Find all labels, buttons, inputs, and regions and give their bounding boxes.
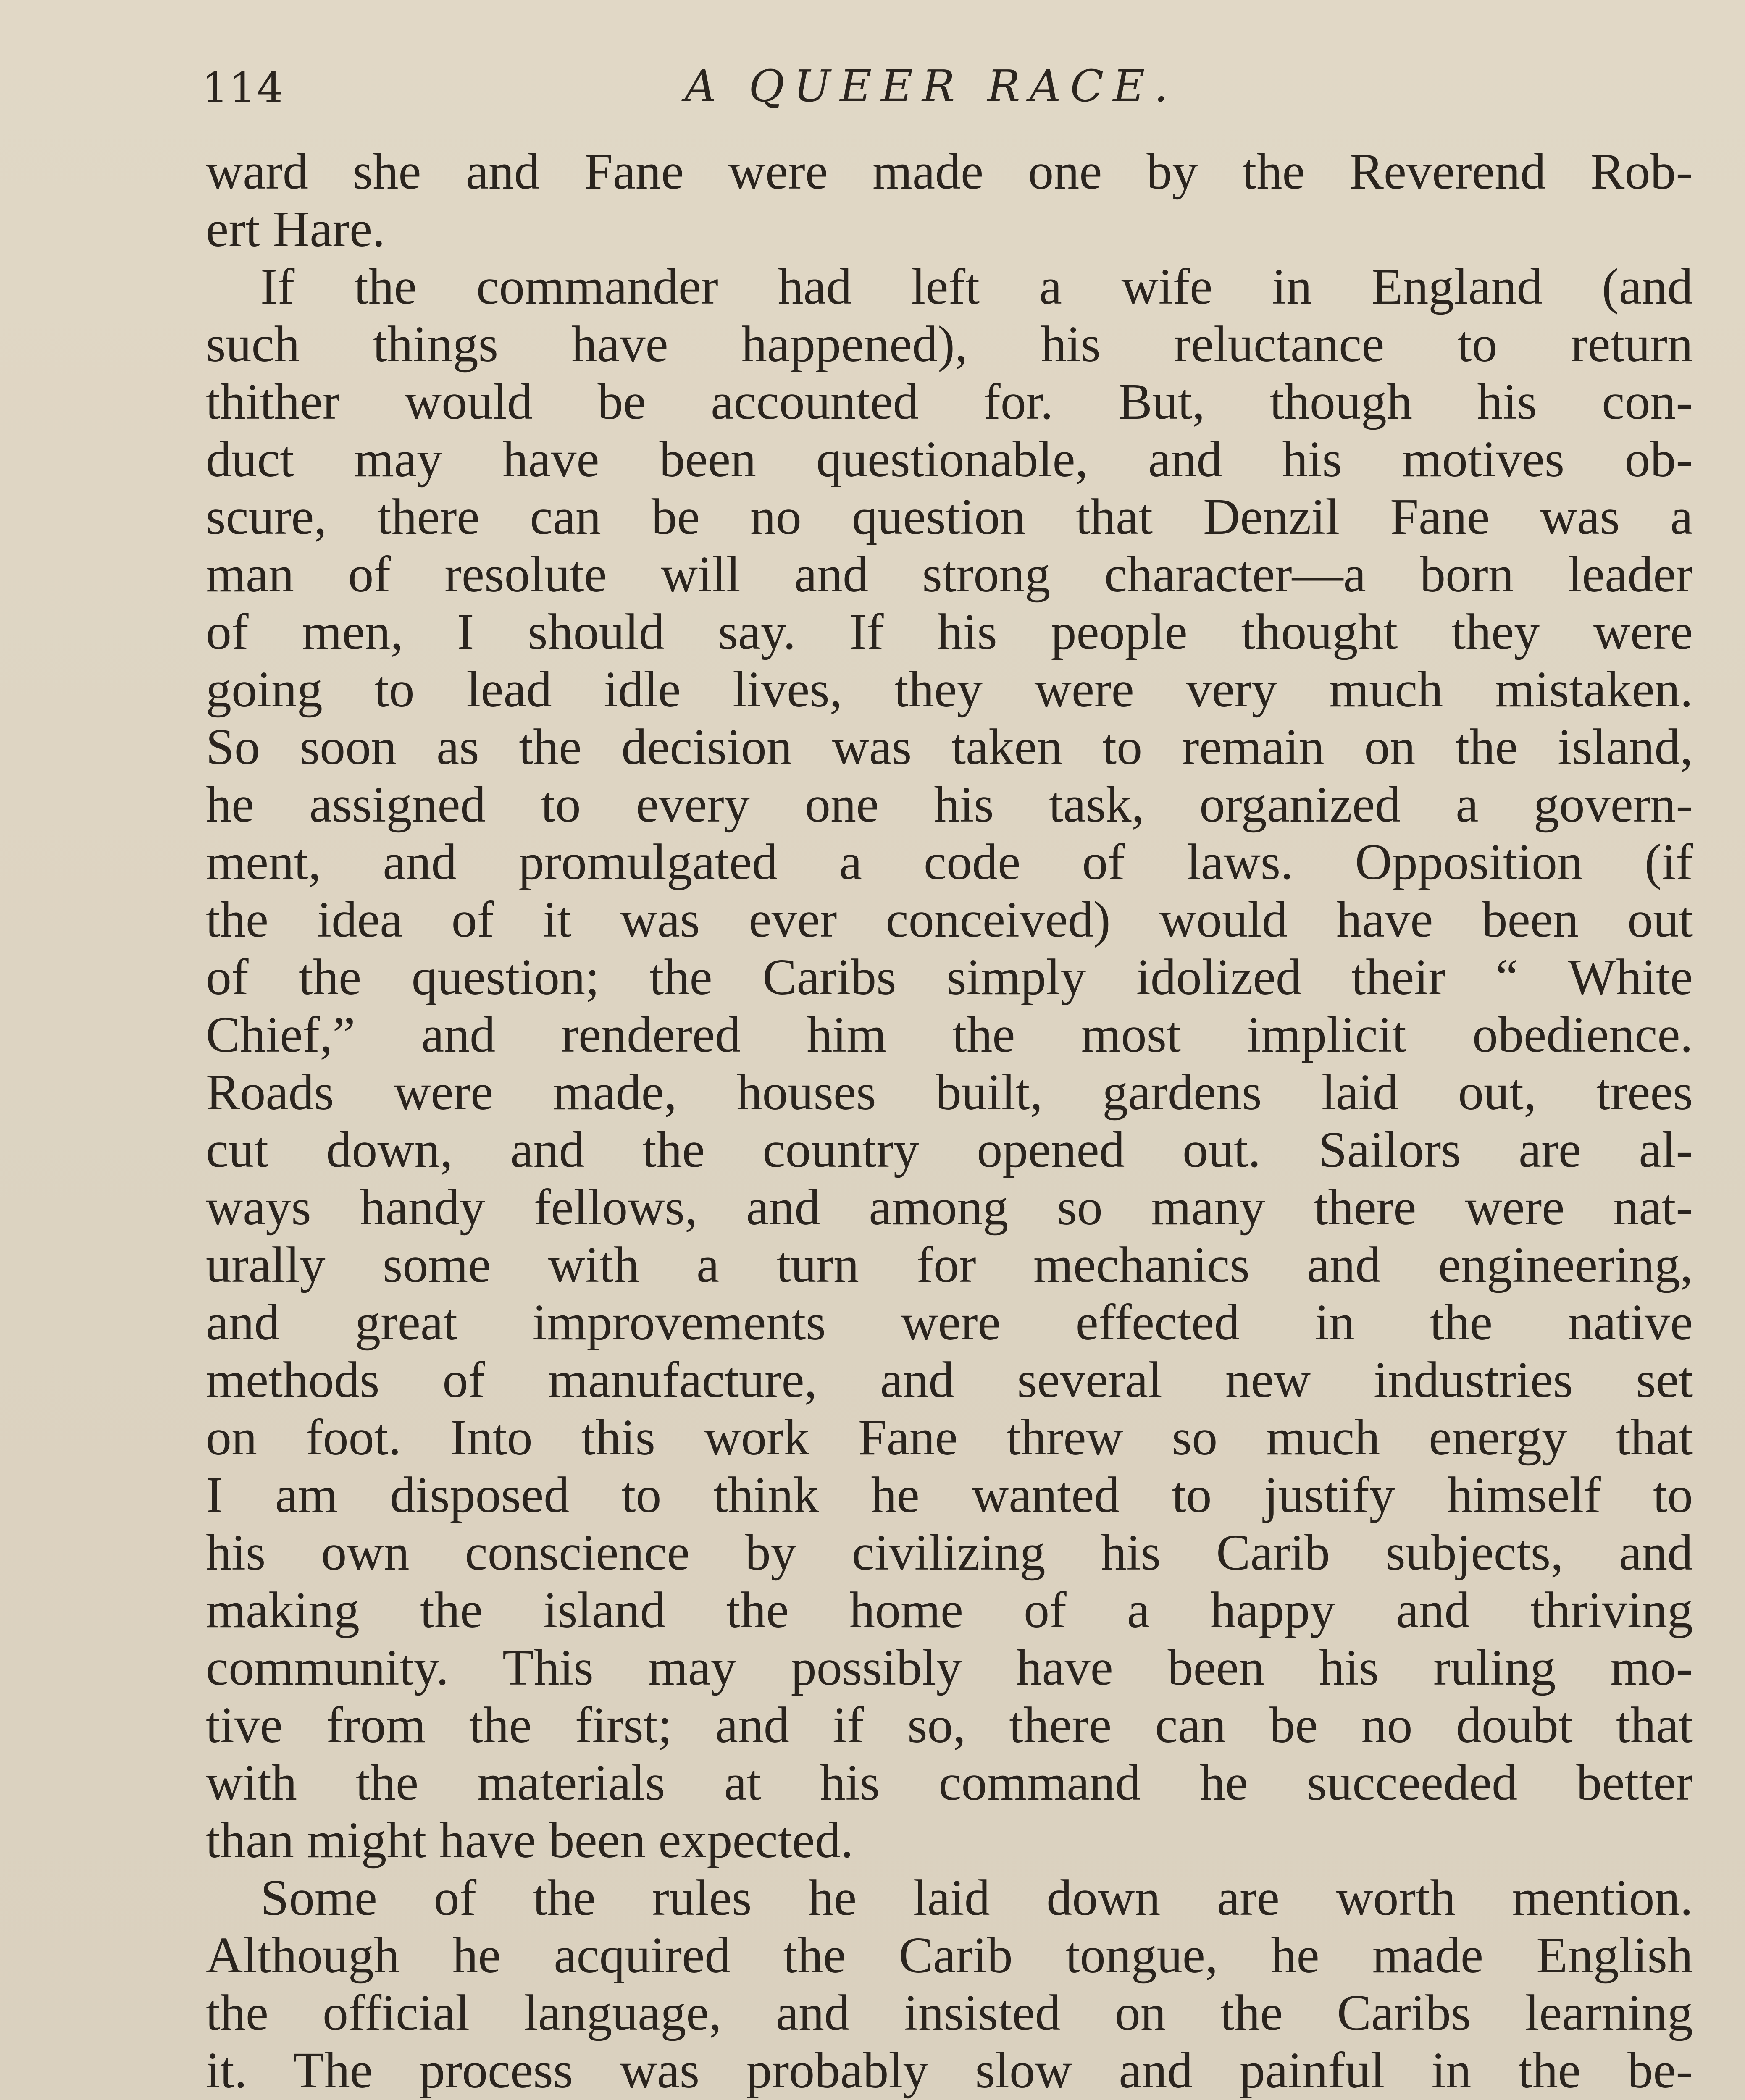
text-line: urally some with a turn for mechanics and engineering,	[206, 1236, 1693, 1293]
text-line: duct may have been questionable, and his motives ob-	[206, 431, 1693, 488]
text-line: I am disposed to think he wanted to justify himself to	[206, 1467, 1693, 1523]
text-line: ert Hare.	[206, 201, 385, 257]
text-line: Although he acquired the Carib tongue, he made English	[206, 1927, 1693, 1984]
text-line: on foot. Into this work Fane threw so much energy that	[206, 1409, 1693, 1466]
text-line: making the island the home of a happy and thriving	[206, 1582, 1693, 1638]
text-line: his own conscience by civilizing his Carib subjects, and	[206, 1524, 1693, 1581]
text-line: thither would be accounted for. But, though his con-	[206, 373, 1693, 430]
text-line: of the question; the Caribs simply idolized their “ White	[206, 949, 1693, 1005]
text-line: such things have happened), his reluctance to return	[206, 316, 1693, 373]
running-title: A QUEER RACE.	[685, 60, 1177, 112]
text-line: community. This may possibly have been his ruling mo-	[206, 1639, 1693, 1696]
text-line: he assigned to every one his task, organized a govern-	[206, 776, 1693, 833]
page-number: 114	[202, 63, 284, 113]
text-line: tive from the first; and if so, there can be no doubt that	[206, 1697, 1693, 1754]
text-line: ment, and promulgated a code of laws. Opposition (if	[206, 834, 1693, 890]
text-line: and great improvements were effected in the native	[206, 1294, 1693, 1351]
text-line: with the materials at his command he succeeded better	[206, 1754, 1693, 1811]
running-head	[202, 55, 1697, 118]
text-line: Roads were made, houses built, gardens laid out, trees	[206, 1064, 1693, 1121]
text-line: scure, there can be no question that Denzil Fane was a	[206, 488, 1693, 545]
text-line: the idea of it was ever conceived) would have been out	[206, 891, 1693, 948]
text-line: cut down, and the country opened out. Sailors are al-	[206, 1121, 1693, 1178]
text-line: If the commander had left a wife in England (and	[260, 258, 1693, 315]
text-line: man of resolute will and strong character—a born leader	[206, 546, 1693, 603]
text-line: of men, I should say. If his people thought they were	[206, 604, 1693, 660]
text-line: Chief,” and rendered him the most implicit obedience.	[206, 1006, 1693, 1063]
text-line: ward she and Fane were made one by the Reverend Rob-	[206, 143, 1693, 200]
text-line: going to lead idle lives, they were very much mistaken.	[206, 661, 1693, 718]
body-text	[206, 143, 1693, 2100]
text-line: So soon as the decision was taken to remain on the island,	[206, 719, 1693, 775]
text-line: Some of the rules he laid down are worth mention.	[260, 1869, 1693, 1926]
text-line: methods of manufacture, and several new industries set	[206, 1352, 1693, 1408]
text-line: the official language, and insisted on the Caribs learning	[206, 1984, 1693, 2041]
text-line: than might have been expected.	[206, 1812, 854, 1869]
text-line: it. The process was probably slow and painful in the be-	[206, 2042, 1693, 2099]
text-line: ways handy fellows, and among so many there were nat-	[206, 1179, 1693, 1236]
